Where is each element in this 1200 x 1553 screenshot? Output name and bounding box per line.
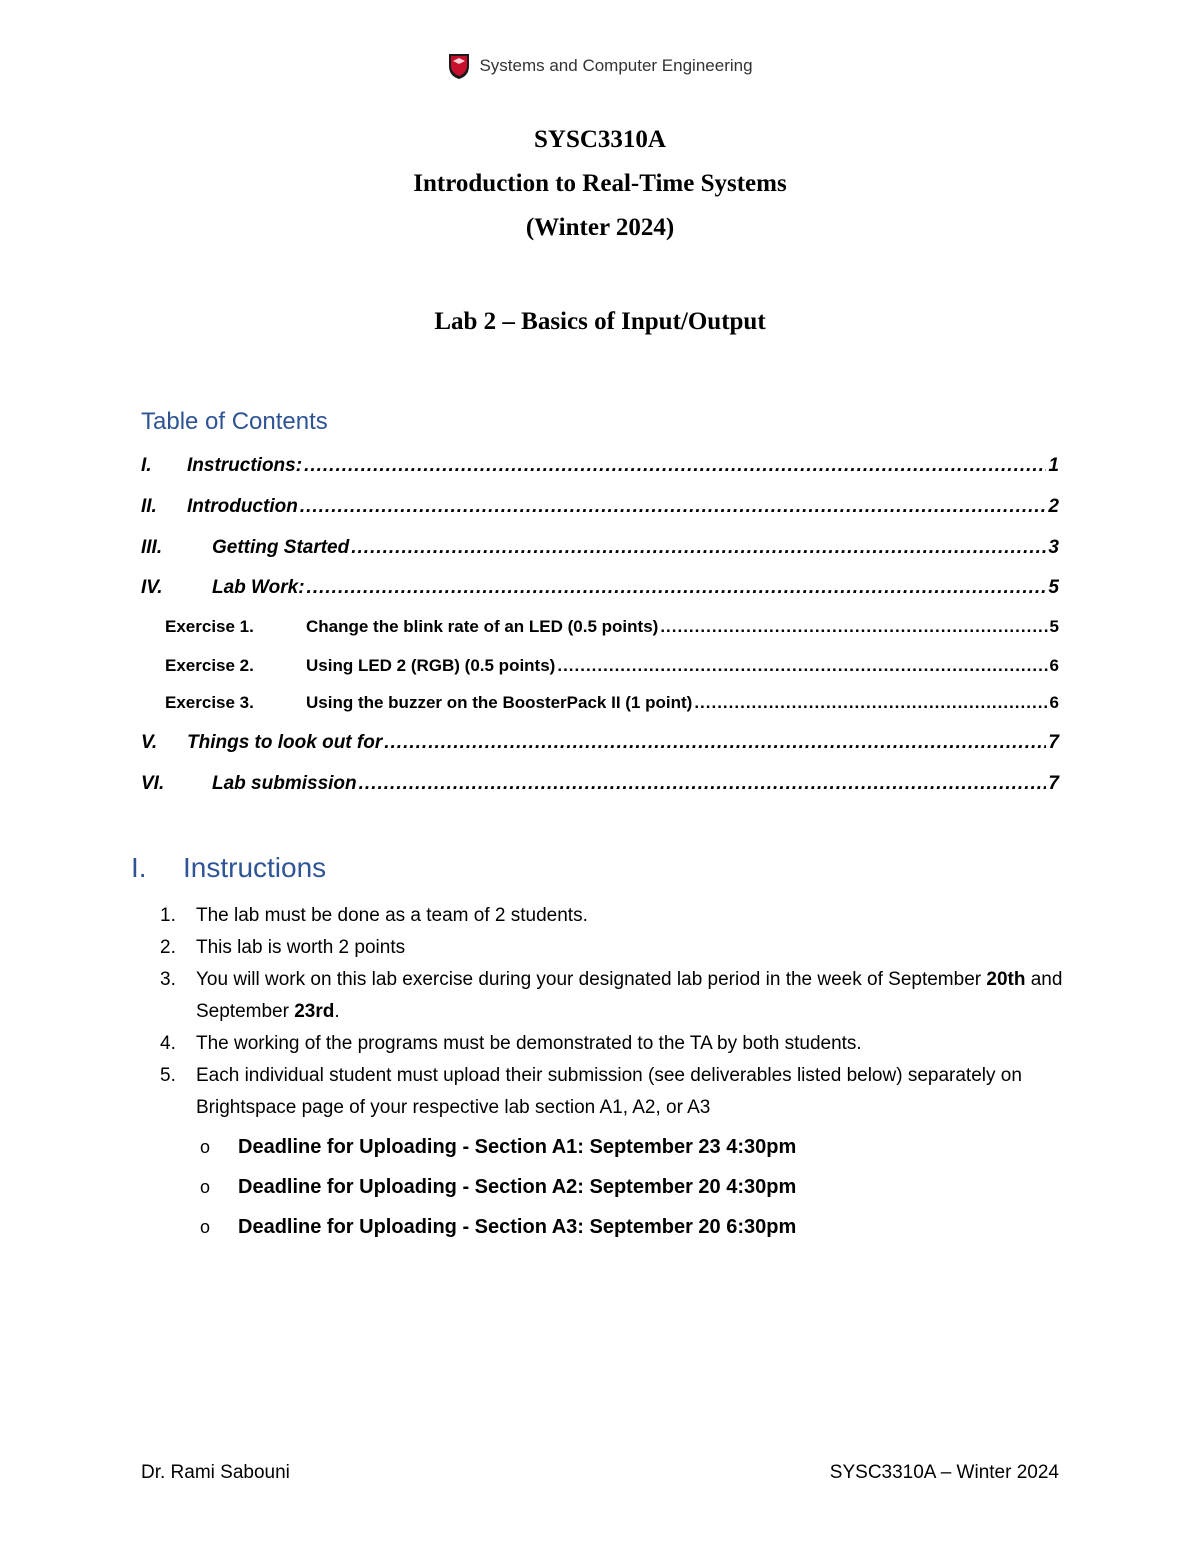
toc-entry-label: Using the buzzer on the BoosterPack II (1 point) bbox=[306, 693, 693, 712]
section-number: I. bbox=[131, 852, 147, 883]
list-item: 1. The lab must be done as a team of 2 students. bbox=[160, 905, 588, 926]
toc-entry-num: III. bbox=[141, 537, 163, 558]
toc-entry-exercise-1[interactable] bbox=[165, 617, 1059, 637]
toc-entry-things-to-look-out-for[interactable] bbox=[141, 732, 1059, 754]
course-code: SYSC3310A bbox=[534, 126, 666, 153]
toc-entry-page: 6 bbox=[1049, 693, 1059, 712]
deadline-item: o Deadline for Uploading - Section A1: September 23 4:30pm bbox=[200, 1132, 796, 1172]
footer-course: SYSC3310A – Winter 2024 bbox=[829, 1462, 1059, 1483]
toc-entry-label: Change the blink rate of an LED (0.5 points) bbox=[306, 617, 659, 636]
toc-entry-page: 7 bbox=[1048, 732, 1059, 753]
section-heading-instructions bbox=[131, 852, 326, 884]
department-name: Systems and Computer Engineering bbox=[479, 56, 753, 75]
bullet-icon: o bbox=[200, 1217, 211, 1237]
toc-heading: Table of Contents bbox=[141, 408, 328, 435]
toc-entry-getting-started[interactable] bbox=[141, 537, 1059, 559]
toc-entry-page: 3 bbox=[1048, 537, 1059, 558]
toc-entry-page: 2 bbox=[1048, 496, 1059, 517]
toc-entry-page: 7 bbox=[1048, 773, 1059, 794]
toc-entry-page: 1 bbox=[1048, 455, 1059, 476]
toc-entry-num: Exercise 1. bbox=[165, 617, 254, 636]
toc-entry-lab-submission[interactable] bbox=[141, 773, 1059, 795]
course-name: Introduction to Real-Time Systems bbox=[413, 170, 787, 197]
section-title: Instructions bbox=[183, 852, 327, 883]
toc-entry-introduction[interactable] bbox=[141, 496, 1059, 518]
deadline-list bbox=[200, 1132, 796, 1252]
toc-entry-label: Lab Work: bbox=[212, 577, 305, 598]
list-item: 4. The working of the programs must be demonstrated to the TA by both students. bbox=[160, 1033, 862, 1054]
toc-entry-exercise-3[interactable] bbox=[165, 693, 1059, 713]
list-item: 2. This lab is worth 2 points bbox=[160, 937, 406, 958]
toc-entry-instructions[interactable] bbox=[141, 455, 1059, 477]
bullet-icon: o bbox=[200, 1137, 211, 1157]
title-block bbox=[0, 118, 1200, 250]
toc-entry-page: 5 bbox=[1049, 617, 1059, 636]
list-item: 3. You will work on this lab exercise during your designated lab period in the week of September 20th and September 23rd. bbox=[160, 969, 1063, 1022]
toc-entry-num: V. bbox=[141, 732, 158, 753]
toc-entry-label: Using LED 2 (RGB) (0.5 points) bbox=[306, 656, 556, 675]
toc-entry-label: Lab submission bbox=[212, 773, 357, 794]
toc-entry-num: II. bbox=[141, 496, 157, 517]
toc-entry-num: IV. bbox=[141, 577, 163, 598]
toc-entry-exercise-2[interactable] bbox=[165, 656, 1059, 676]
page-footer bbox=[141, 1462, 1059, 1484]
toc-entry-page: 5 bbox=[1048, 577, 1059, 598]
toc-entry-lab-work[interactable] bbox=[141, 577, 1059, 599]
toc-entry-num: VI. bbox=[141, 773, 165, 794]
header-logo-row bbox=[0, 52, 1200, 85]
list-item: 5. Each individual student must upload their submission (see deliverables listed below) separately on Brightspace page of your respective lab section A1, A2, or A3 bbox=[160, 1065, 1022, 1118]
toc-entry-num: I. bbox=[141, 455, 152, 476]
instructions-list bbox=[160, 900, 1080, 1124]
toc-entry-page: 6 bbox=[1049, 656, 1059, 675]
toc-entry-label: Instructions: bbox=[187, 455, 303, 476]
toc-entry-num: Exercise 2. bbox=[165, 656, 254, 675]
toc-entry-label: Getting Started bbox=[212, 537, 350, 558]
footer-author: Dr. Rami Sabouni bbox=[141, 1462, 290, 1483]
toc-entry-label: Introduction bbox=[187, 496, 298, 517]
deadline-item: o Deadline for Uploading - Section A3: September 20 6:30pm bbox=[200, 1212, 796, 1252]
bullet-icon: o bbox=[200, 1177, 211, 1197]
course-term: (Winter 2024) bbox=[525, 214, 675, 241]
shield-logo-icon bbox=[447, 52, 471, 80]
toc-entry-num: Exercise 3. bbox=[165, 693, 254, 712]
lab-title: Lab 2 – Basics of Input/Output bbox=[434, 308, 766, 335]
deadline-item: o Deadline for Uploading - Section A2: September 20 4:30pm bbox=[200, 1172, 796, 1212]
toc-entry-label: Things to look out for bbox=[187, 732, 383, 753]
